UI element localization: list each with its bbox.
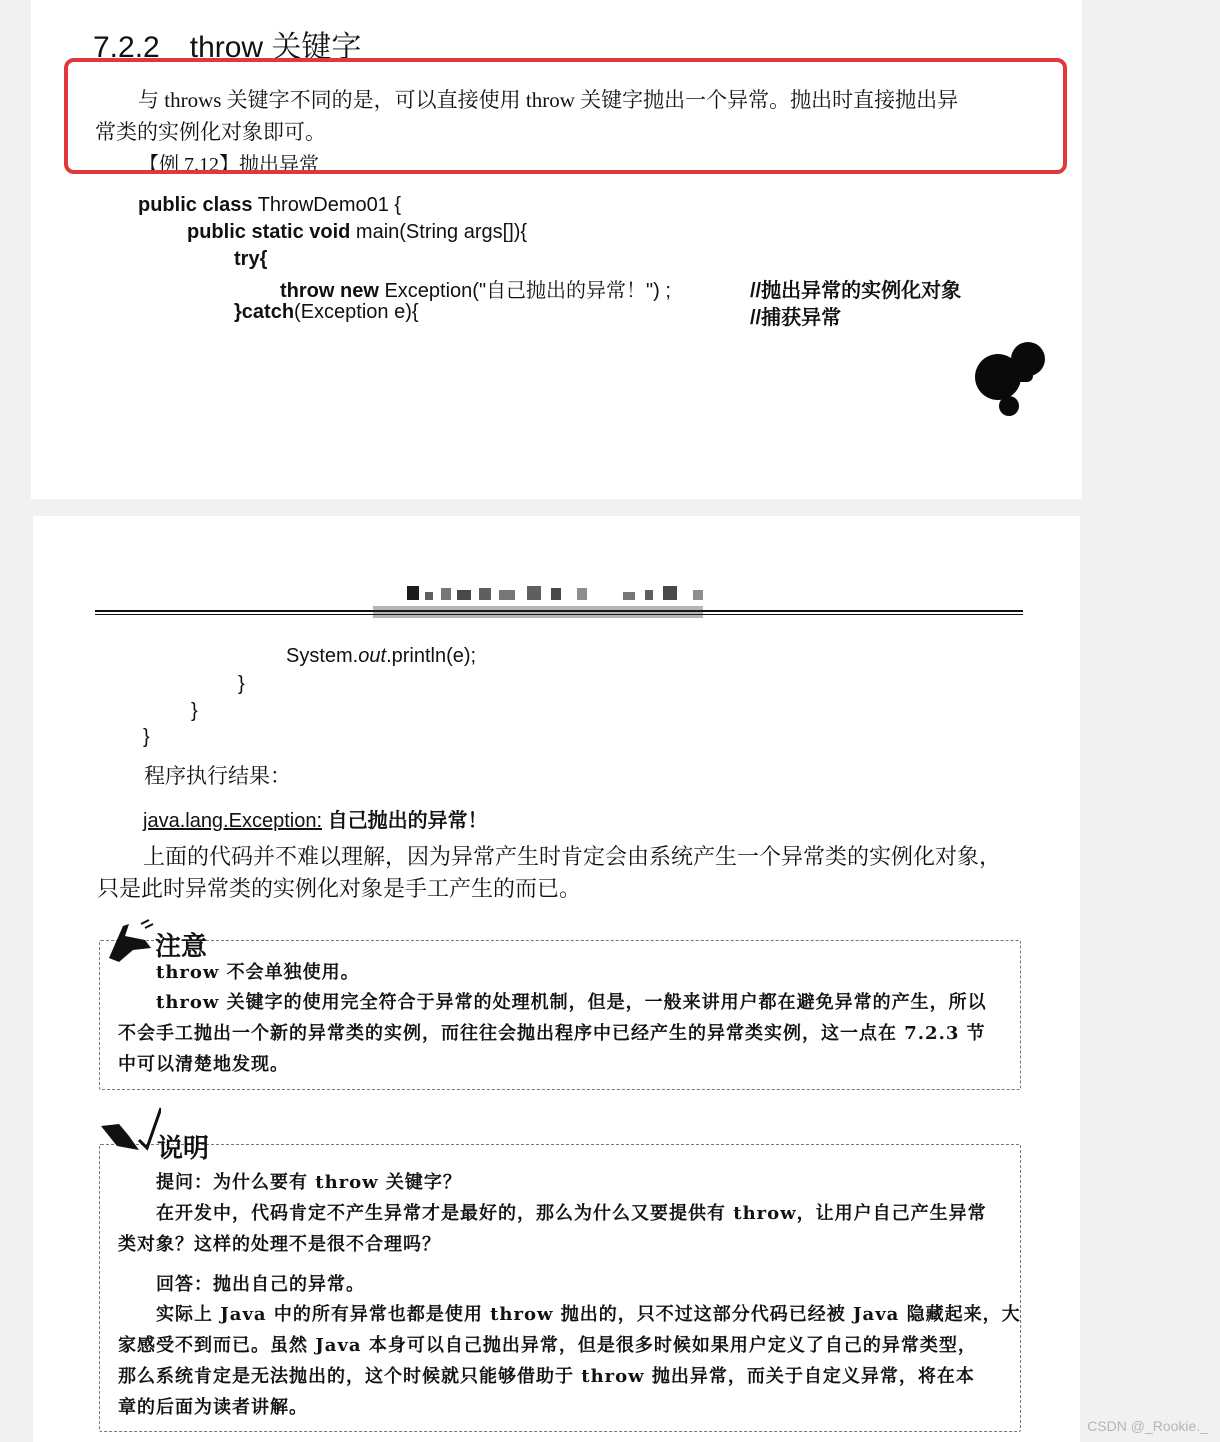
comment-text: //抛出异常的实例化对象 [750,280,962,302]
note-line-3: 不会手工抛出一个新的异常类的实例，而往往会抛出程序中已经产生的异常类实例，这一点在 7.2.3 节 [118,1023,986,1044]
code-line-4 [280,274,671,303]
code-brace-1: } [238,673,245,695]
note-title: 注意 [155,932,208,962]
section-number: 7.2.2 [93,31,160,64]
explain-question-label: 提问：为什么要有 throw 关键字？ [156,1172,462,1193]
explain-answer-line-3: 那么系统肯定是无法抛出的，这个时候就只能够借助于 throw 抛出异常，而关于自定义异常，将在本 [118,1366,975,1387]
code-comment-1 [750,274,961,303]
code-line-3 [234,248,267,271]
note-line-1: throw 不会单独使用。 [156,962,360,983]
code-text: (Exception e){ [294,301,419,323]
code-text: .println(e); [386,645,477,667]
result-message: 自己抛出的异常！ [322,810,488,832]
explain-answer-label: 回答：抛出自己的异常。 [156,1274,365,1295]
csdn-watermark: CSDN @_Rookie._ [1087,1418,1208,1434]
result-output [143,804,488,833]
code-keyword: public static void [187,221,351,243]
code-text: ThrowDemo01 { [252,194,402,216]
code-keyword: throw new [280,280,379,302]
code-italic: out [358,645,387,667]
code-brace-3: } [143,726,150,748]
code-line-1 [138,194,401,217]
code-line-5 [234,301,419,324]
book-page-bottom [33,516,1080,1442]
intro-line-2: 常类的实例化对象即可。 [95,120,326,144]
highlight-box [64,58,1067,174]
header-rule-shadow [373,606,703,618]
code-line-println [286,645,476,668]
note-line-2: throw 关键字的使用完全符合于异常的处理机制，但是，一般来讲用户都在避免异常的产生，所以 [156,992,987,1013]
note-line-4: 中可以清楚地发现。 [118,1054,289,1075]
intro-line-1: 与 throws 关键字不同的是，可以直接使用 throw 关键字抛出一个异常。抛出时直接抛出异 [138,88,959,112]
section-title: throw 关键字 [189,31,362,64]
explain-question-line-2: 类对象？这样的处理不是很不合理吗？ [118,1234,441,1255]
explain-title: 说明 [157,1134,210,1164]
code-text: System. [286,645,359,667]
explain-answer-line-2: 家感受不到而已。虽然 Java 本身可以自己抛出异常，但是很多时候如果用户定义了自己的异常类型， [118,1335,977,1356]
explain-question-line-1: 在开发中，代码肯定不产生异常才是最好的，那么为什么又要提供有 throw，让用户自己产生异常 [156,1203,987,1224]
code-brace-2: } [191,700,198,722]
code-text: Exception("自己抛出的异常！") ; [378,280,671,302]
code-text: main(String args[]){ [350,221,528,243]
explain-line-2: 只是此时异常类的实例化对象是手工产生的而已。 [97,876,582,901]
result-exception: java.lang.Exception: [143,810,323,832]
code-keyword: public class [138,194,253,216]
explain-answer-line-4: 章的后面为读者讲解。 [118,1397,308,1418]
code-keyword: }catch [234,301,295,323]
result-label: 程序执行结果： [144,764,291,788]
code-comment-2 [750,301,841,330]
explain-line-1: 上面的代码并不难以理解，因为异常产生时肯定会由系统产生一个异常类的实例化对象， [143,844,1002,869]
code-line-2 [187,221,527,244]
comment-text: //捕获异常 [750,307,842,329]
code-keyword: try{ [234,248,268,270]
example-label: 【例 7.12】抛出异常 [139,154,319,176]
explain-answer-line-1: 实际上 Java 中的所有异常也都是使用 throw 抛出的，只不过这部分代码已经被 Java 隐藏起来，大 [156,1304,1021,1325]
